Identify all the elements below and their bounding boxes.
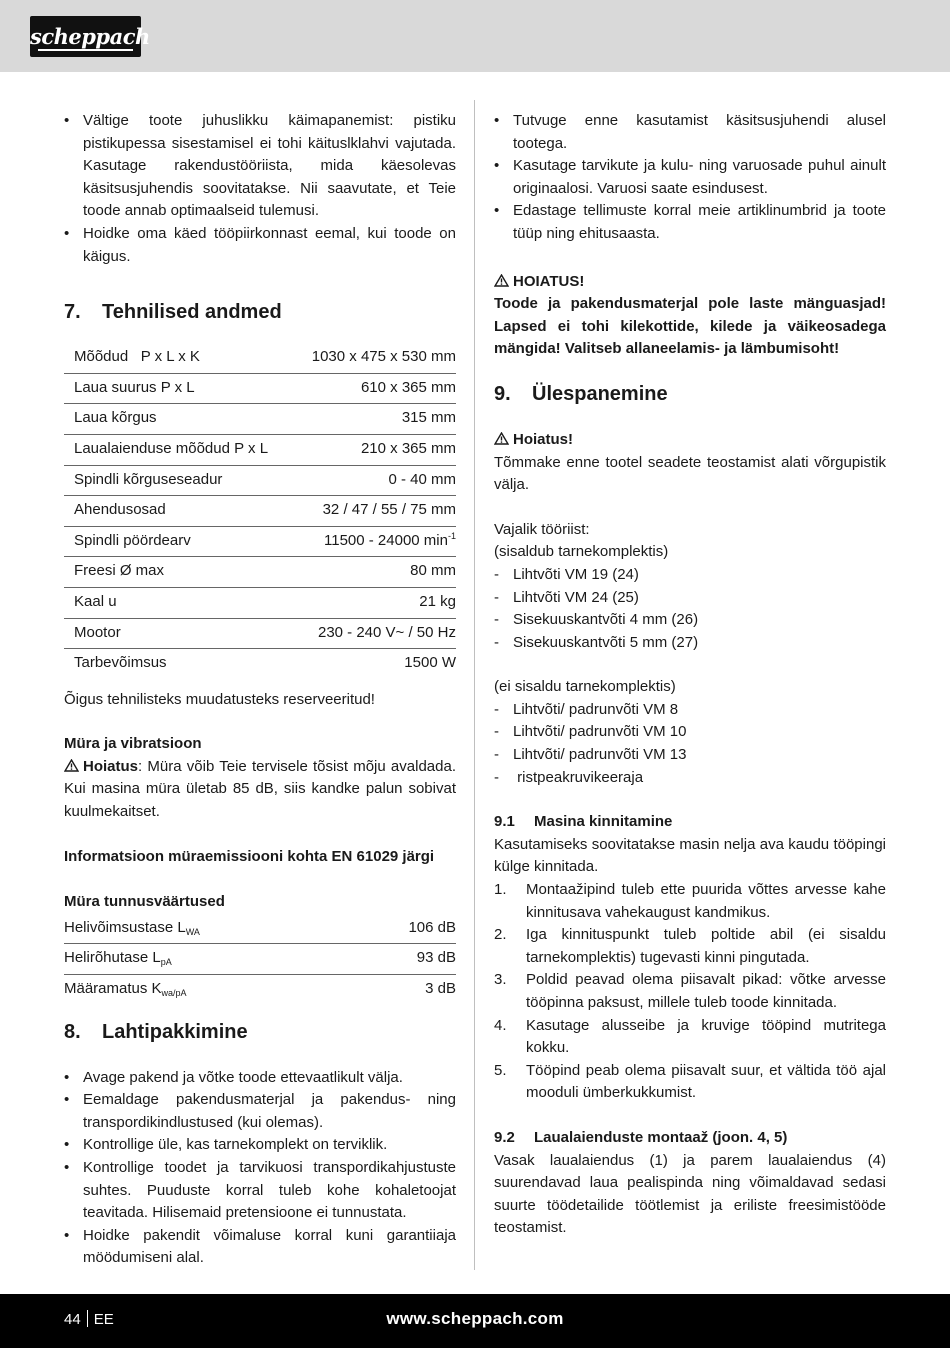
list-item: • Kontrollige toodet ja tarvikuosi transpordikahjustuste suhtes. Puuduste korral tuleb kohe kohaletoojat teavitada. Hilisemaid pretensioone ei tunnustata.: [64, 1157, 456, 1225]
spec-label: Tarbevõimsus: [64, 649, 294, 679]
noise-label-subscript: pA: [160, 957, 172, 968]
page-header: [0, 0, 950, 72]
spec-value-text: 21 kg: [419, 592, 456, 610]
noise-label-subscript: wa/pA: [161, 988, 187, 999]
list-item: - Lihtvõti/ padrunvõti VM 8: [494, 699, 886, 722]
list-item: [494, 1015, 886, 1060]
table-row: [64, 914, 456, 944]
section-title: Ülespanemine: [532, 382, 668, 405]
mounting-steps: [494, 879, 886, 1105]
noise-label-text: Helirõhutase L: [64, 949, 161, 967]
subsection-number: 9.2: [494, 1128, 515, 1146]
technical-data-table: [64, 343, 456, 679]
setup-warning-title: [494, 429, 886, 452]
step-number: 4.: [494, 1016, 507, 1034]
noise-value: 93 dB: [354, 944, 456, 975]
noise-value: 3 dB: [354, 975, 456, 1005]
list-item: - Lihtvõti VM 19 (24): [494, 564, 886, 587]
step-text: Tööpind peab olema piisavalt suur, et vältida töö ajal mooduli ümberkukkumist.: [526, 1061, 886, 1102]
section-title: Lahtipakkimine: [102, 1020, 248, 1043]
noise-value: 106 dB: [408, 918, 456, 936]
list-item: • Hoidke pakendit võimaluse korral kuni garantiiaja möödumiseni alal.: [64, 1225, 456, 1270]
list-item: • Avage pakend ja võtke toode ettevaatlikult välja.: [64, 1067, 456, 1090]
spec-value-text: 210 x 365 mm: [360, 439, 456, 457]
table-row: [64, 496, 456, 527]
subsection-title: Laualaienduste montaaž (joon. 4, 5): [534, 1128, 788, 1146]
section-title: Tehnilised andmed: [102, 301, 282, 324]
section-number: 7.: [64, 301, 81, 324]
subsection-number: 9.1: [494, 813, 515, 831]
child-warning-title: [494, 271, 886, 294]
logo-underline: [38, 49, 133, 51]
spec-value-text: 1030 x 475 x 530 mm: [311, 348, 456, 366]
list-item: - Lihtvõti/ padrunvõti VM 13: [494, 744, 886, 767]
list-item: - ristpeakruvikeeraja: [494, 767, 886, 790]
table-row: [64, 404, 456, 435]
spec-label: Mõõdud P x L x K: [74, 348, 200, 366]
spec-value: [294, 649, 456, 679]
table-row: [64, 975, 456, 1005]
reserve-note: Õigus tehnilisteks muudatusteks reserveeritud!: [64, 690, 375, 708]
spec-label: Ahendusosad: [64, 496, 294, 527]
spec-label: Laualaienduse mõõdud P x L: [64, 434, 294, 465]
noise-warning: [64, 756, 456, 824]
setup-warning-text: Tõmmake enne tootel seadete teostamist alati võrgupistik välja.: [494, 453, 886, 494]
list-item: [494, 924, 886, 969]
warning-icon: [64, 759, 79, 772]
spec-value-text: 0 - 40 mm: [388, 470, 456, 488]
spec-value-text: 32 / 47 / 55 / 75 mm: [322, 501, 456, 519]
table-row: [64, 557, 456, 588]
unit-exponent: -1: [447, 530, 456, 541]
table-row: [64, 526, 456, 557]
list-item: • Kasutage tarvikute ja kulu- ning varuosade puhul ainult originaalosi. Varuosi saate esindusest.: [494, 155, 886, 200]
table-row: [64, 587, 456, 618]
tools-heading: Vajalik tööriist:: [494, 520, 590, 538]
noise-label: [64, 944, 354, 975]
noise-heading: Müra ja vibratsioon: [64, 735, 202, 753]
list-item: - Sisekuuskantvõti 4 mm (26): [494, 609, 886, 632]
spec-label: Spindli kõrguseseadur: [64, 465, 294, 496]
table-row: [64, 373, 456, 404]
spec-value: [294, 496, 456, 527]
safety-bullets: [64, 110, 456, 268]
website-link[interactable]: www.scheppach.com: [386, 1309, 564, 1328]
excluded-tools-list: [494, 699, 886, 789]
page-number: 44: [64, 1311, 81, 1328]
spec-label: Kaal u: [64, 587, 294, 618]
subsection-9-1-text: Kasutamiseks soovitatakse masin nelja ava kaudu tööpingi külge kinnitada.: [494, 835, 886, 876]
noise-values-table: [64, 914, 456, 1005]
spec-value: [294, 373, 456, 404]
excluded-heading: (ei sisaldu tarnekomplektis): [494, 678, 676, 696]
spec-value: [294, 618, 456, 649]
list-item: [494, 879, 886, 924]
step-number: 5.: [494, 1061, 507, 1079]
noise-values-heading: Müra tunnusväärtused: [64, 893, 225, 911]
list-item: [494, 969, 886, 1014]
warning-icon: [494, 432, 509, 445]
step-text: Kasutage alusseibe ja kruvige tööpind mutritega kokku.: [526, 1016, 886, 1057]
list-item: - Lihtvõti/ padrunvõti VM 10: [494, 721, 886, 744]
warning-title-text: Hoiatus!: [513, 430, 573, 448]
noise-label-text: Määramatus K: [64, 980, 162, 998]
spec-value-text: 230 - 240 V~ / 50 Hz: [317, 623, 456, 641]
table-row: [64, 944, 456, 975]
column-divider: [474, 100, 475, 1270]
noise-warning-text: : Müra võib Teie tervisele tõsist mõju avaldada. Kui masina müra ületab 85 dB, siis kandke palun sobivat kuulmekaitset.: [64, 757, 456, 821]
table-row: [64, 434, 456, 465]
noise-label: [64, 914, 354, 944]
section-number: 8.: [64, 1020, 81, 1043]
spec-value: [294, 404, 456, 435]
step-text: Poldid peavad olema piisavalt pikad: võtke arvesse tööpinna paksust, millele tuleb toode kinnitada.: [526, 971, 886, 1011]
included-tools-list: [494, 564, 886, 654]
list-item: • Vältige toote juhuslikku käimapanemist: pistiku pistikupessa sisestamisel ei tohi käituslklahvi vajutada. Kasutage rakendustööriista, mida käesolevas käsitsusjuhendis soovitatakse. Nii saavutate, et Teie toode annab optimaalseid tulemusi.: [64, 110, 456, 223]
step-number: 2.: [494, 926, 507, 944]
table-row: [64, 618, 456, 649]
step-text: Montaažipind tuleb ette puurida võttes arvesse kahe kinnitusava vahekaugust kandmikus.: [526, 881, 886, 921]
section-8-heading: [64, 1019, 456, 1045]
info-bullets: [494, 110, 886, 246]
table-row: [64, 343, 456, 373]
spec-value: [294, 557, 456, 588]
spec-value: [294, 587, 456, 618]
step-number: 1.: [494, 881, 507, 899]
spec-value: [294, 526, 456, 557]
right-column: [494, 110, 886, 1240]
spec-label: Freesi Ø max: [64, 557, 294, 588]
list-item: - Sisekuuskantvõti 5 mm (27): [494, 632, 886, 655]
spec-value-text: 610 x 365 mm: [360, 378, 456, 396]
left-column: [64, 110, 456, 1270]
spec-value-text: 80 mm: [410, 562, 456, 580]
noise-label: [64, 975, 354, 1005]
spec-value: [294, 465, 456, 496]
spec-label: Laua suurus P x L: [64, 373, 294, 404]
section-number: 9.: [494, 382, 511, 405]
table-row: [64, 465, 456, 496]
brand-logo-text: scheppach: [30, 24, 150, 49]
unpacking-bullets: [64, 1067, 456, 1270]
page-footer: [0, 1294, 950, 1348]
child-warning-text: Toode ja pakendusmaterjal pole laste mänguasjad! Lapsed ei tohi kilekottide, kilede ja väikeosadega mängida! Valitseb allaneelamis- ja lämbumisoht!: [494, 295, 886, 358]
list-item: • Edastage tellimuste korral meie artiklinumbrid ja toote tüüp ning ehitusaasta.: [494, 200, 886, 245]
list-item: - Lihtvõti VM 24 (25): [494, 587, 886, 610]
list-item: • Kontrollige üle, kas tarnekomplekt on terviklik.: [64, 1134, 456, 1157]
warning-icon: [494, 274, 509, 287]
spec-value-text: 315 mm: [401, 409, 456, 427]
list-item: [494, 1060, 886, 1105]
spec-label: Spindli pöördearv: [64, 526, 294, 557]
subsection-9-2-heading: [494, 1127, 886, 1150]
warning-title-text: HOIATUS!: [513, 272, 585, 290]
spec-value: [294, 343, 456, 373]
step-number: 3.: [494, 971, 507, 989]
subsection-9-1-heading: [494, 811, 886, 834]
spec-label: Laua kõrgus: [64, 404, 294, 435]
spec-label: Mootor: [64, 618, 294, 649]
included-heading: (sisaldub tarnekomplektis): [494, 543, 669, 561]
language-code: EE: [93, 1311, 114, 1328]
subsection-9-2-text: Vasak laualaiendus (1) ja parem laualaiendus (4) suurendavad laua pealispinda ning võimaldavad sedasi suurte töödetailide töötlemist ja eriliste freesimistööde teostamist.: [494, 1151, 886, 1237]
noise-label-text: Helivõimsustase L: [64, 918, 186, 936]
list-item: • Hoidke oma käed tööpiirkonnast eemal, kui toode on käigus.: [64, 223, 456, 268]
section-7-heading: [64, 299, 456, 325]
noise-warning-label: Hoiatus: [83, 757, 139, 775]
spec-value-text: 11500 - 24000 min: [324, 531, 448, 549]
noise-label-subscript: WA: [185, 926, 200, 937]
list-item: • Eemaldage pakendusmaterjal ja pakendus- ning transpordikindlustused (kui olemas).: [64, 1089, 456, 1134]
section-9-heading: [494, 381, 886, 407]
spec-value: [294, 434, 456, 465]
spec-value-text: 1500 W: [404, 654, 456, 672]
list-item: • Tutvuge enne kasutamist käsitsusjuhendi alusel tootega.: [494, 110, 886, 155]
brand-logo: [30, 16, 150, 57]
subsection-title: Masina kinnitamine: [534, 813, 673, 831]
table-row: [64, 649, 456, 679]
emission-info-heading: Informatsioon müraemissiooni kohta EN 61029 järgi: [64, 847, 435, 865]
step-text: Iga kinnituspunkt tuleb poltide abil (ei sisaldu tarnekomplektis) tugevasti kinni pingutada.: [526, 926, 886, 966]
